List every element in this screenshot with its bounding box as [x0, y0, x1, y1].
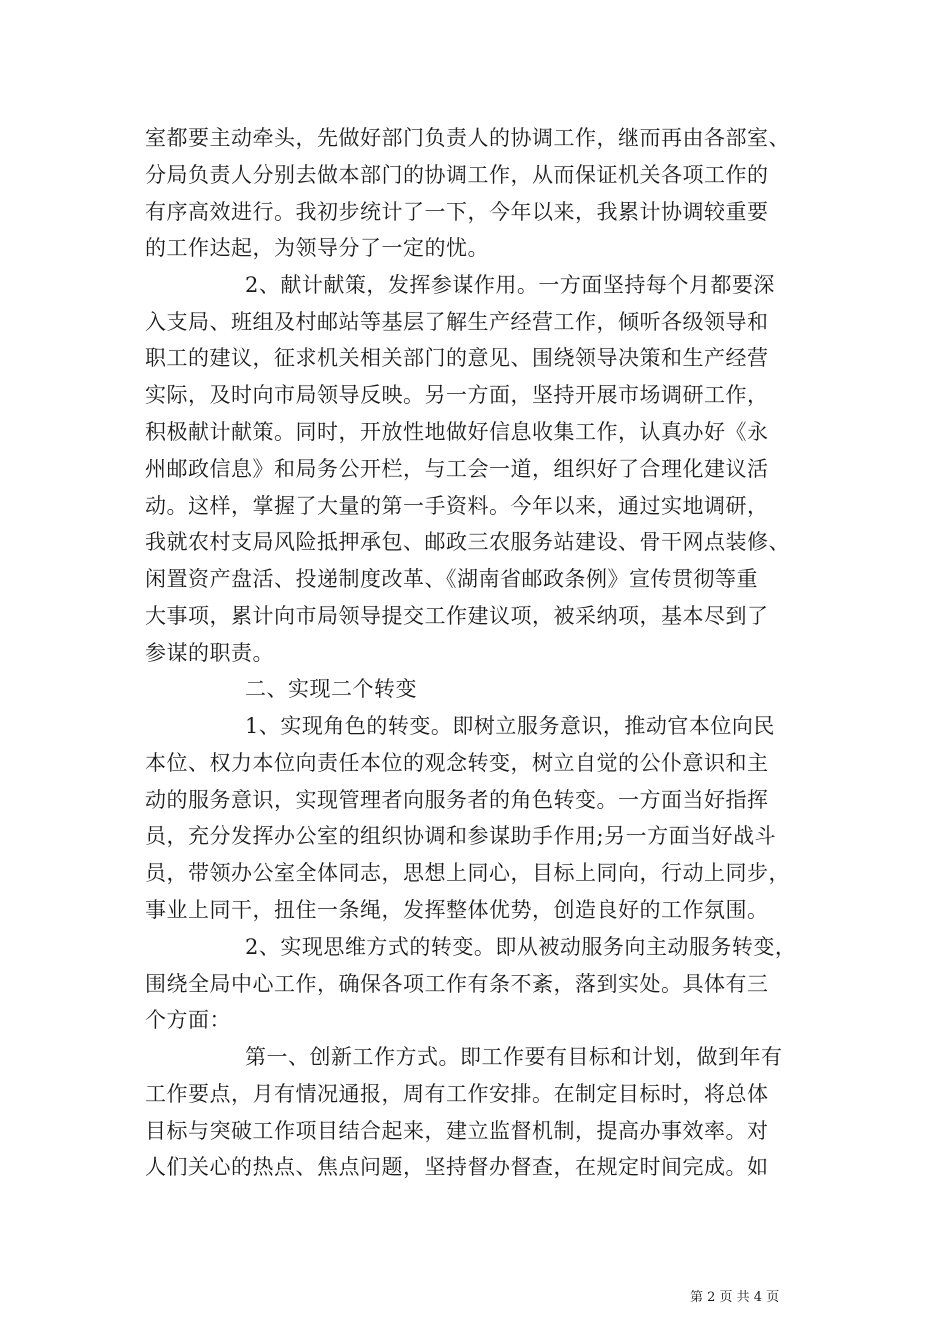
- text-line: 州邮政信息》和局务公开栏，与工会一道，组织好了合理化建议活: [145, 457, 769, 481]
- text-line: 职工的建议，征求机关相关部门的意见、围绕领导决策和生产经营: [145, 346, 769, 370]
- text-line: 的工作达起，为领导分了一定的忧。: [145, 236, 489, 260]
- text-line: 动的服务意识，实现管理者向服务者的角色转变。一方面当好指挥: [145, 788, 769, 812]
- text-line: 积极献计献策。同时，开放性地做好信息收集工作，认真办好《永: [145, 420, 769, 444]
- text-line: 员，充分发挥办公室的组织协调和参谋助手作用;另一方面当好战斗: [145, 824, 777, 848]
- text-line: 事业上同干，扭住一条绳，发挥整体优势，创造良好的工作氛围。: [145, 898, 769, 922]
- paragraph-start-line: 第一、创新工作方式。即工作要有目标和计划，做到年有: [245, 1045, 783, 1069]
- text-line: 分局负责人分别去做本部门的协调工作，从而保证机关各项工作的: [145, 163, 769, 187]
- text-line: 员，带领办公室全体同志，思想上同心，目标上同向，行动上同步，: [145, 861, 790, 885]
- text-line: 室都要主动牵头，先做好部门负责人的协调工作，继而再由各部室、: [145, 126, 790, 150]
- text-line: 入支局、班组及村邮站等基层了解生产经营工作，倾听各级领导和: [145, 310, 769, 334]
- text-line: 参谋的职责。: [145, 641, 274, 665]
- text-line: 围绕全局中心工作，确保各项工作有条不紊，落到实处。具体有三: [145, 972, 769, 996]
- text-line: 实际，及时向市局领导反映。另一方面，坚持开展市场调研工作，: [145, 383, 769, 407]
- text-line: 闲置资产盘活、投递制度改革、《湖南省邮政条例》宣传贯彻等重: [145, 567, 758, 591]
- text-line: 个方面：: [145, 1008, 231, 1032]
- text-line: 工作要点，月有情况通报，周有工作安排。在制定目标时，将总体: [145, 1082, 769, 1106]
- text-line: 人们关心的热点、焦点问题，坚持督办督查，在规定时间完成。如: [145, 1155, 769, 1179]
- page-number: 第 2 页 共 4 页: [690, 1290, 780, 1305]
- text-line: 目标与突破工作项目结合起来，建立监督机制，提高办事效率。对: [145, 1119, 769, 1143]
- text-line: 动。这样，掌握了大量的第一手资料。今年以来，通过实地调研，: [145, 494, 769, 518]
- paragraph-start-line: 2、献计献策，发挥参谋作用。一方面坚持每个月都要深: [245, 273, 775, 297]
- text-line: 有序高效进行。我初步统计了一下，今年以来，我累计协调较重要: [145, 200, 769, 224]
- text-line: 本位、权力本位向责任本位的观念转变，树立自觉的公仆意识和主: [145, 751, 769, 775]
- paragraph-start-line: 2、实现思维方式的转变。即从被动服务向主动服务转变，: [245, 935, 797, 959]
- text-line: 大事项，累计向市局领导提交工作建议项，被采纳项，基本尽到了: [145, 604, 769, 628]
- paragraph-start-line: 1、实现角色的转变。即树立服务意识，推动官本位向民: [245, 714, 775, 738]
- text-line: 我就农村支局风险抵押承包、邮政三农服务站建设、骨干网点装修、: [145, 530, 790, 554]
- section-heading: 二、实现二个转变: [245, 677, 417, 701]
